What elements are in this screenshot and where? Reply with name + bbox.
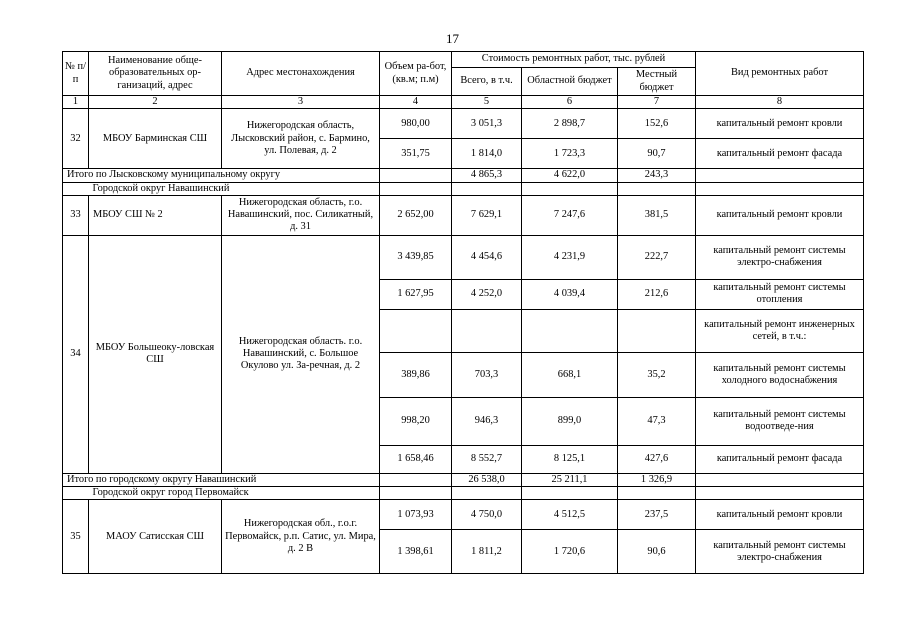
work-volume: 1 398,61 [380,530,452,574]
header-address: Адрес местонахождения [222,52,380,96]
cost-local: 152,6 [618,109,696,139]
subtotal-label: Итого по городскому округу Навашинский [63,473,380,486]
section-row [63,487,864,500]
subtotal-regional: 25 211,1 [522,473,618,486]
table-row [63,500,864,530]
work-type: капитальный ремонт фасада [696,445,864,473]
work-type: капитальный ремонт системы водоотведе-ния [696,397,864,445]
cost-local: 222,7 [618,235,696,279]
row-number: 35 [63,500,89,574]
table-row [63,235,864,279]
subtotal-row [63,169,864,182]
cost-total: 946,3 [452,397,522,445]
empty-cell [380,182,452,195]
header-number: 6 [522,96,618,109]
cost-total: 1 811,2 [452,530,522,574]
cost-local: 47,3 [618,397,696,445]
empty-cell [452,487,522,500]
cost-total: 1 814,0 [452,139,522,169]
school-name: МАОУ Сатисская СШ [89,500,222,574]
work-type: капитальный ремонт системы холодного водоснабжения [696,352,864,397]
work-volume: 1 658,46 [380,445,452,473]
header-type: Вид ремонтных работ [696,52,864,96]
header-local: Местный бюджет [618,68,696,96]
header-num: № п/п [63,52,89,96]
work-volume: 3 439,85 [380,235,452,279]
work-volume: 351,75 [380,139,452,169]
table-row [63,195,864,235]
work-type: капитальный ремонт инженерных сетей, в т.ч.: [696,309,864,352]
cost-local [618,309,696,352]
work-type: капитальный ремонт кровли [696,195,864,235]
work-type: капитальный ремонт системы электро-снабжения [696,235,864,279]
cost-regional: 2 898,7 [522,109,618,139]
table-row [63,109,864,139]
school-address: Нижегородская область, Лысковский район, с. Бармино, ул. Полевая, д. 2 [222,109,380,169]
section-title: Городской округ Навашинский [89,182,380,195]
empty-cell [63,487,89,500]
school-address: Нижегородская область. г.о. Навашинский, с. Большое Окулово ул. За-речная, д. 2 [222,235,380,473]
cost-local: 90,6 [618,530,696,574]
page-number: 17 [446,31,459,46]
subtotal-label: Итого по Лысковскому муниципальному округу [63,169,380,182]
repair-works-table [62,51,864,574]
cost-total [452,309,522,352]
work-type: капитальный ремонт кровли [696,500,864,530]
cost-regional: 899,0 [522,397,618,445]
empty-cell [696,487,864,500]
cost-regional: 4 039,4 [522,279,618,309]
empty-cell [618,182,696,195]
school-name: МБОУ Барминская СШ [89,109,222,169]
header-number: 1 [63,96,89,109]
work-type: капитальный ремонт системы электро-снабжения [696,530,864,574]
work-volume: 1 627,95 [380,279,452,309]
header-cost-group: Стоимость ремонтных работ, тыс. рублей [452,52,696,68]
row-number: 34 [63,235,89,473]
empty-cell [63,182,89,195]
cost-total: 7 629,1 [452,195,522,235]
work-volume: 1 073,93 [380,500,452,530]
cost-regional: 8 125,1 [522,445,618,473]
header-number: 2 [89,96,222,109]
header-name: Наименование обще-образовательных ор-ганизаций, адрес [89,52,222,96]
empty-cell [696,473,864,486]
cost-regional [522,309,618,352]
subtotal-regional: 4 622,0 [522,169,618,182]
cost-regional: 668,1 [522,352,618,397]
subtotal-local: 1 326,9 [618,473,696,486]
cost-local: 427,6 [618,445,696,473]
cost-local: 381,5 [618,195,696,235]
cost-local: 212,6 [618,279,696,309]
cost-total: 8 552,7 [452,445,522,473]
header-row-1 [63,52,864,68]
cost-regional: 4 231,9 [522,235,618,279]
empty-cell [696,169,864,182]
school-address: Нижегородская область, г.о. Навашинский, пос. Силикатный, д. 31 [222,195,380,235]
work-volume: 2 652,00 [380,195,452,235]
work-volume: 980,00 [380,109,452,139]
cost-total: 4 454,6 [452,235,522,279]
subtotal-row [63,473,864,486]
cost-regional: 4 512,5 [522,500,618,530]
empty-cell [380,169,452,182]
empty-cell [380,473,452,486]
cost-regional: 1 723,3 [522,139,618,169]
cost-local: 35,2 [618,352,696,397]
section-row [63,182,864,195]
school-name: МБОУ Большеоку-ловская СШ [89,235,222,473]
header-number: 5 [452,96,522,109]
header-volume: Объем ра-бот, (кв.м; п.м) [380,52,452,96]
header-total: Всего, в т.ч. [452,68,522,96]
empty-cell [522,487,618,500]
cost-regional: 7 247,6 [522,195,618,235]
subtotal-local: 243,3 [618,169,696,182]
work-volume: 998,20 [380,397,452,445]
empty-cell [696,182,864,195]
subtotal-total: 4 865,3 [452,169,522,182]
row-number: 33 [63,195,89,235]
cost-local: 90,7 [618,139,696,169]
row-number: 32 [63,109,89,169]
header-numbers-row [63,96,864,109]
school-address: Нижегородская обл., г.о.г. Первомайск, р.п. Сатис, ул. Мира, д. 2 В [222,500,380,574]
work-volume [380,309,452,352]
empty-cell [522,182,618,195]
work-type: капитальный ремонт фасада [696,139,864,169]
cost-total: 4 750,0 [452,500,522,530]
subtotal-total: 26 538,0 [452,473,522,486]
header-number: 3 [222,96,380,109]
work-type: капитальный ремонт кровли [696,109,864,139]
header-number: 7 [618,96,696,109]
empty-cell [452,182,522,195]
cost-total: 4 252,0 [452,279,522,309]
empty-cell [380,487,452,500]
header-regional: Областной бюджет [522,68,618,96]
cost-total: 703,3 [452,352,522,397]
school-name: МБОУ СШ № 2 [89,195,222,235]
cost-total: 3 051,3 [452,109,522,139]
cost-local: 237,5 [618,500,696,530]
work-type: капитальный ремонт системы отопления [696,279,864,309]
header-number: 4 [380,96,452,109]
cost-regional: 1 720,6 [522,530,618,574]
section-title: Городской округ город Первомайск [89,487,380,500]
header-number: 8 [696,96,864,109]
empty-cell [618,487,696,500]
work-volume: 389,86 [380,352,452,397]
